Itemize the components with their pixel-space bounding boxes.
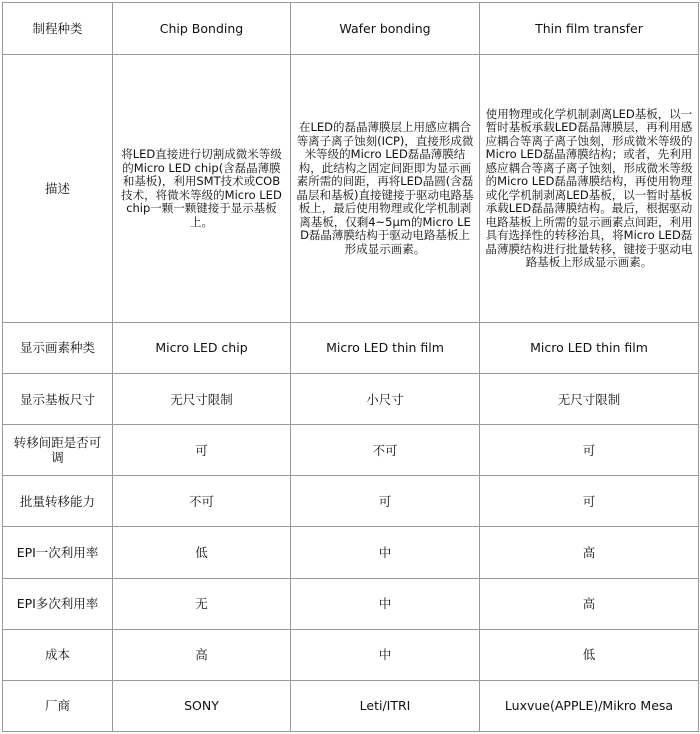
header-thin-film-transfer: Thin film transfer [480, 3, 699, 55]
process-comparison-table [2, 2, 699, 732]
table-cell: 高 [480, 527, 699, 578]
table-cell: 不可 [113, 476, 291, 527]
table-row [3, 374, 699, 425]
table-cell: 低 [480, 629, 699, 680]
table-row [3, 680, 699, 731]
table-row [3, 322, 699, 373]
header-wafer-bonding: Wafer bonding [291, 3, 480, 55]
table-cell: 中 [291, 578, 480, 629]
table-cell: 可 [291, 476, 480, 527]
table-cell: 无尺寸限制 [113, 374, 291, 425]
table-cell: 高 [480, 578, 699, 629]
table-cell: 高 [113, 629, 291, 680]
table-cell: 可 [113, 425, 291, 476]
table-cell: 低 [113, 527, 291, 578]
table-cell: 小尺寸 [291, 374, 480, 425]
table-cell: Luxvue(APPLE)/Mikro Mesa [480, 680, 699, 731]
header-chip-bonding: Chip Bonding [113, 3, 291, 55]
table-row [3, 476, 699, 527]
header-label-cell: 制程种类 [3, 3, 113, 55]
description-wafer-bonding: 在LED的磊晶薄膜层上用感应耦合等离子离子蚀刻(ICP)，直接形成微米等级的Micro LED磊晶薄膜结构，此结构之固定间距即为显示画素所需的间距，再将LED晶圆(含磊晶层和基板)直接键接于驱动电路基板上，最后使用物理或化学机制剥离基板，仅剩4~5μm的Micro LED磊晶薄膜结构于驱动电路基板上形成显示画素。 [291, 55, 480, 323]
row-label: 成本 [3, 629, 113, 680]
row-label: 显示画素种类 [3, 322, 113, 373]
row-label: 转移间距是否可调 [3, 425, 113, 476]
table-row [3, 425, 699, 476]
row-label: 描述 [3, 55, 113, 323]
table-cell: Micro LED thin film [480, 322, 699, 373]
table-row [3, 527, 699, 578]
table-cell: 可 [480, 476, 699, 527]
description-row [3, 55, 699, 323]
row-label: EPI一次利用率 [3, 527, 113, 578]
table-row [3, 629, 699, 680]
row-label: 厂商 [3, 680, 113, 731]
table-cell: 无 [113, 578, 291, 629]
header-row [3, 3, 699, 55]
table-cell: Leti/ITRI [291, 680, 480, 731]
table-row [3, 578, 699, 629]
row-label: 批量转移能力 [3, 476, 113, 527]
table-cell: Micro LED thin film [291, 322, 480, 373]
table-cell: 无尺寸限制 [480, 374, 699, 425]
table-cell: 中 [291, 527, 480, 578]
table-cell: 不可 [291, 425, 480, 476]
row-label: 显示基板尺寸 [3, 374, 113, 425]
table-cell: SONY [113, 680, 291, 731]
description-thin-film-transfer: 使用物理或化学机制剥离LED基板，以一暂时基板承载LED磊晶薄膜层，再利用感应耦合等离子离子蚀刻，形成微米等级的Micro LED磊晶薄膜结构；或者，先利用感应耦合等离子离子蚀刻，形成微米等级的Micro LED磊晶薄膜结构，再使用物理或化学机制剥离LED基板，以一暂时基板承载LED磊晶薄膜结构。最后，根据驱动电路基板上所需的显示画素点间距，利用具有选择性的转移治具，将Micro LED磊晶薄膜结构进行批量转移，键接于驱动电路基板上形成显示画素。 [480, 55, 699, 323]
description-chip-bonding: 将LED直接进行切割成微米等级的Micro LED chip(含磊晶薄膜和基板)，利用SMT技术或COB技术，将微米等级的Micro LED chip一颗一颗键接于显示基板上。 [113, 55, 291, 323]
row-label: EPI多次利用率 [3, 578, 113, 629]
table-cell: 中 [291, 629, 480, 680]
table-cell: 可 [480, 425, 699, 476]
table-cell: Micro LED chip [113, 322, 291, 373]
